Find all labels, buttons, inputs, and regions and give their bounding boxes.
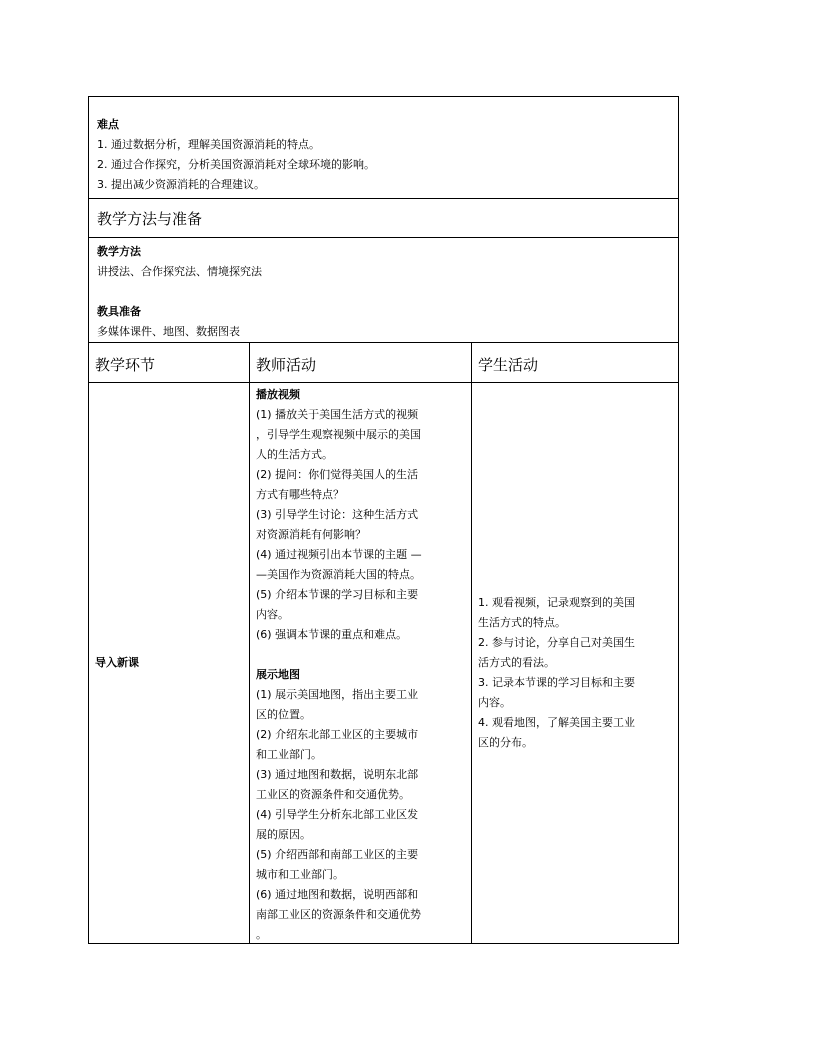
teacher-line: 区的位置。 — [256, 708, 311, 721]
methods-heading: 教学方法与准备 — [89, 199, 678, 238]
teacher-line: (5) 介绍西部和南部工业区的主要 — [256, 848, 419, 861]
student-line: 4. 观看地图，了解美国主要工业 — [478, 716, 635, 729]
difficulty-item: 1. 通过数据分析，理解美国资源消耗的特点。 — [97, 138, 320, 151]
video-title: 播放视频 — [256, 388, 300, 401]
teacher-line: (2) 提问：你们觉得美国人的生活 — [256, 468, 419, 481]
teacher-line: 方式有哪些特点？ — [256, 488, 344, 501]
stage-label: 导入新课 — [95, 656, 139, 669]
lesson-plan-table — [88, 96, 679, 944]
student-line: 内容。 — [478, 696, 511, 709]
teacher-line: 。 — [256, 928, 267, 941]
table-header-row — [89, 343, 678, 383]
student-line: 1. 观看视频，记录观察到的美国 — [478, 596, 635, 609]
table-row — [89, 383, 678, 943]
teacher-line: (3) 引导学生讨论：这种生活方式 — [256, 508, 419, 521]
teacher-line: 对资源消耗有何影响？ — [256, 528, 366, 541]
map-title: 展示地图 — [256, 668, 300, 681]
student-line: 生活方式的特点。 — [478, 616, 566, 629]
teacher-line: ，引导学生观察视频中展示的美国 — [256, 428, 421, 441]
tools-text: 多媒体课件、地图、数据图表 — [97, 325, 240, 338]
lesson-plan-document — [88, 96, 679, 944]
student-line: 区的分布。 — [478, 736, 533, 749]
teacher-line: 展的原因。 — [256, 828, 311, 841]
teacher-line: (4) 引导学生分析东北部工业区发 — [256, 808, 419, 821]
teacher-line: (2) 介绍东北部工业区的主要城市 — [256, 728, 419, 741]
method-text: 讲授法、合作探究法、情境探究法 — [97, 265, 262, 278]
method-label: 教学方法 — [97, 245, 141, 258]
student-line: 3. 记录本节课的学习目标和主要 — [478, 676, 635, 689]
teacher-line: (4) 通过视频引出本节课的主题 — — [256, 548, 422, 561]
teacher-line: (3) 通过地图和数据，说明东北部 — [256, 768, 419, 781]
teacher-line: 工业区的资源条件和交通优势。 — [256, 788, 410, 801]
stage-cell — [89, 383, 250, 943]
teacher-line: (5) 介绍本节课的学习目标和主要 — [256, 588, 419, 601]
teacher-line: (6) 强调本节课的重点和难点。 — [256, 628, 408, 641]
student-line: 活方式的看法。 — [478, 656, 555, 669]
teacher-line: 和工业部门。 — [256, 748, 322, 761]
teacher-line: (6) 通过地图和数据，说明西部和 — [256, 888, 419, 901]
difficulty-item: 3. 提出减少资源消耗的合理建议。 — [97, 178, 265, 191]
teacher-line: (1) 播放关于美国生活方式的视频 — [256, 408, 419, 421]
difficulty-section — [89, 97, 678, 199]
teacher-line: (1) 展示美国地图，指出主要工业 — [256, 688, 419, 701]
teacher-activity-cell — [250, 383, 472, 943]
header-student: 学生活动 — [478, 356, 539, 374]
teacher-line: 南部工业区的资源条件和交通优势 — [256, 908, 421, 921]
teacher-line: 人的生活方式。 — [256, 448, 333, 461]
teacher-line: 内容。 — [256, 608, 289, 621]
teacher-line: 城市和工业部门。 — [256, 868, 344, 881]
methods-content — [89, 238, 678, 343]
difficulty-title: 难点 — [97, 118, 119, 131]
difficulty-item: 2. 通过合作探究，分析美国资源消耗对全球环境的影响。 — [97, 158, 375, 171]
student-activity-cell — [472, 383, 678, 943]
header-stage: 教学环节 — [89, 343, 250, 382]
teacher-line: —美国作为资源消耗大国的特点。 — [256, 568, 421, 581]
header-teacher: 教师活动 — [250, 343, 472, 382]
tools-label: 教具准备 — [97, 305, 141, 318]
student-line: 2. 参与讨论，分享自己对美国生 — [478, 636, 635, 649]
